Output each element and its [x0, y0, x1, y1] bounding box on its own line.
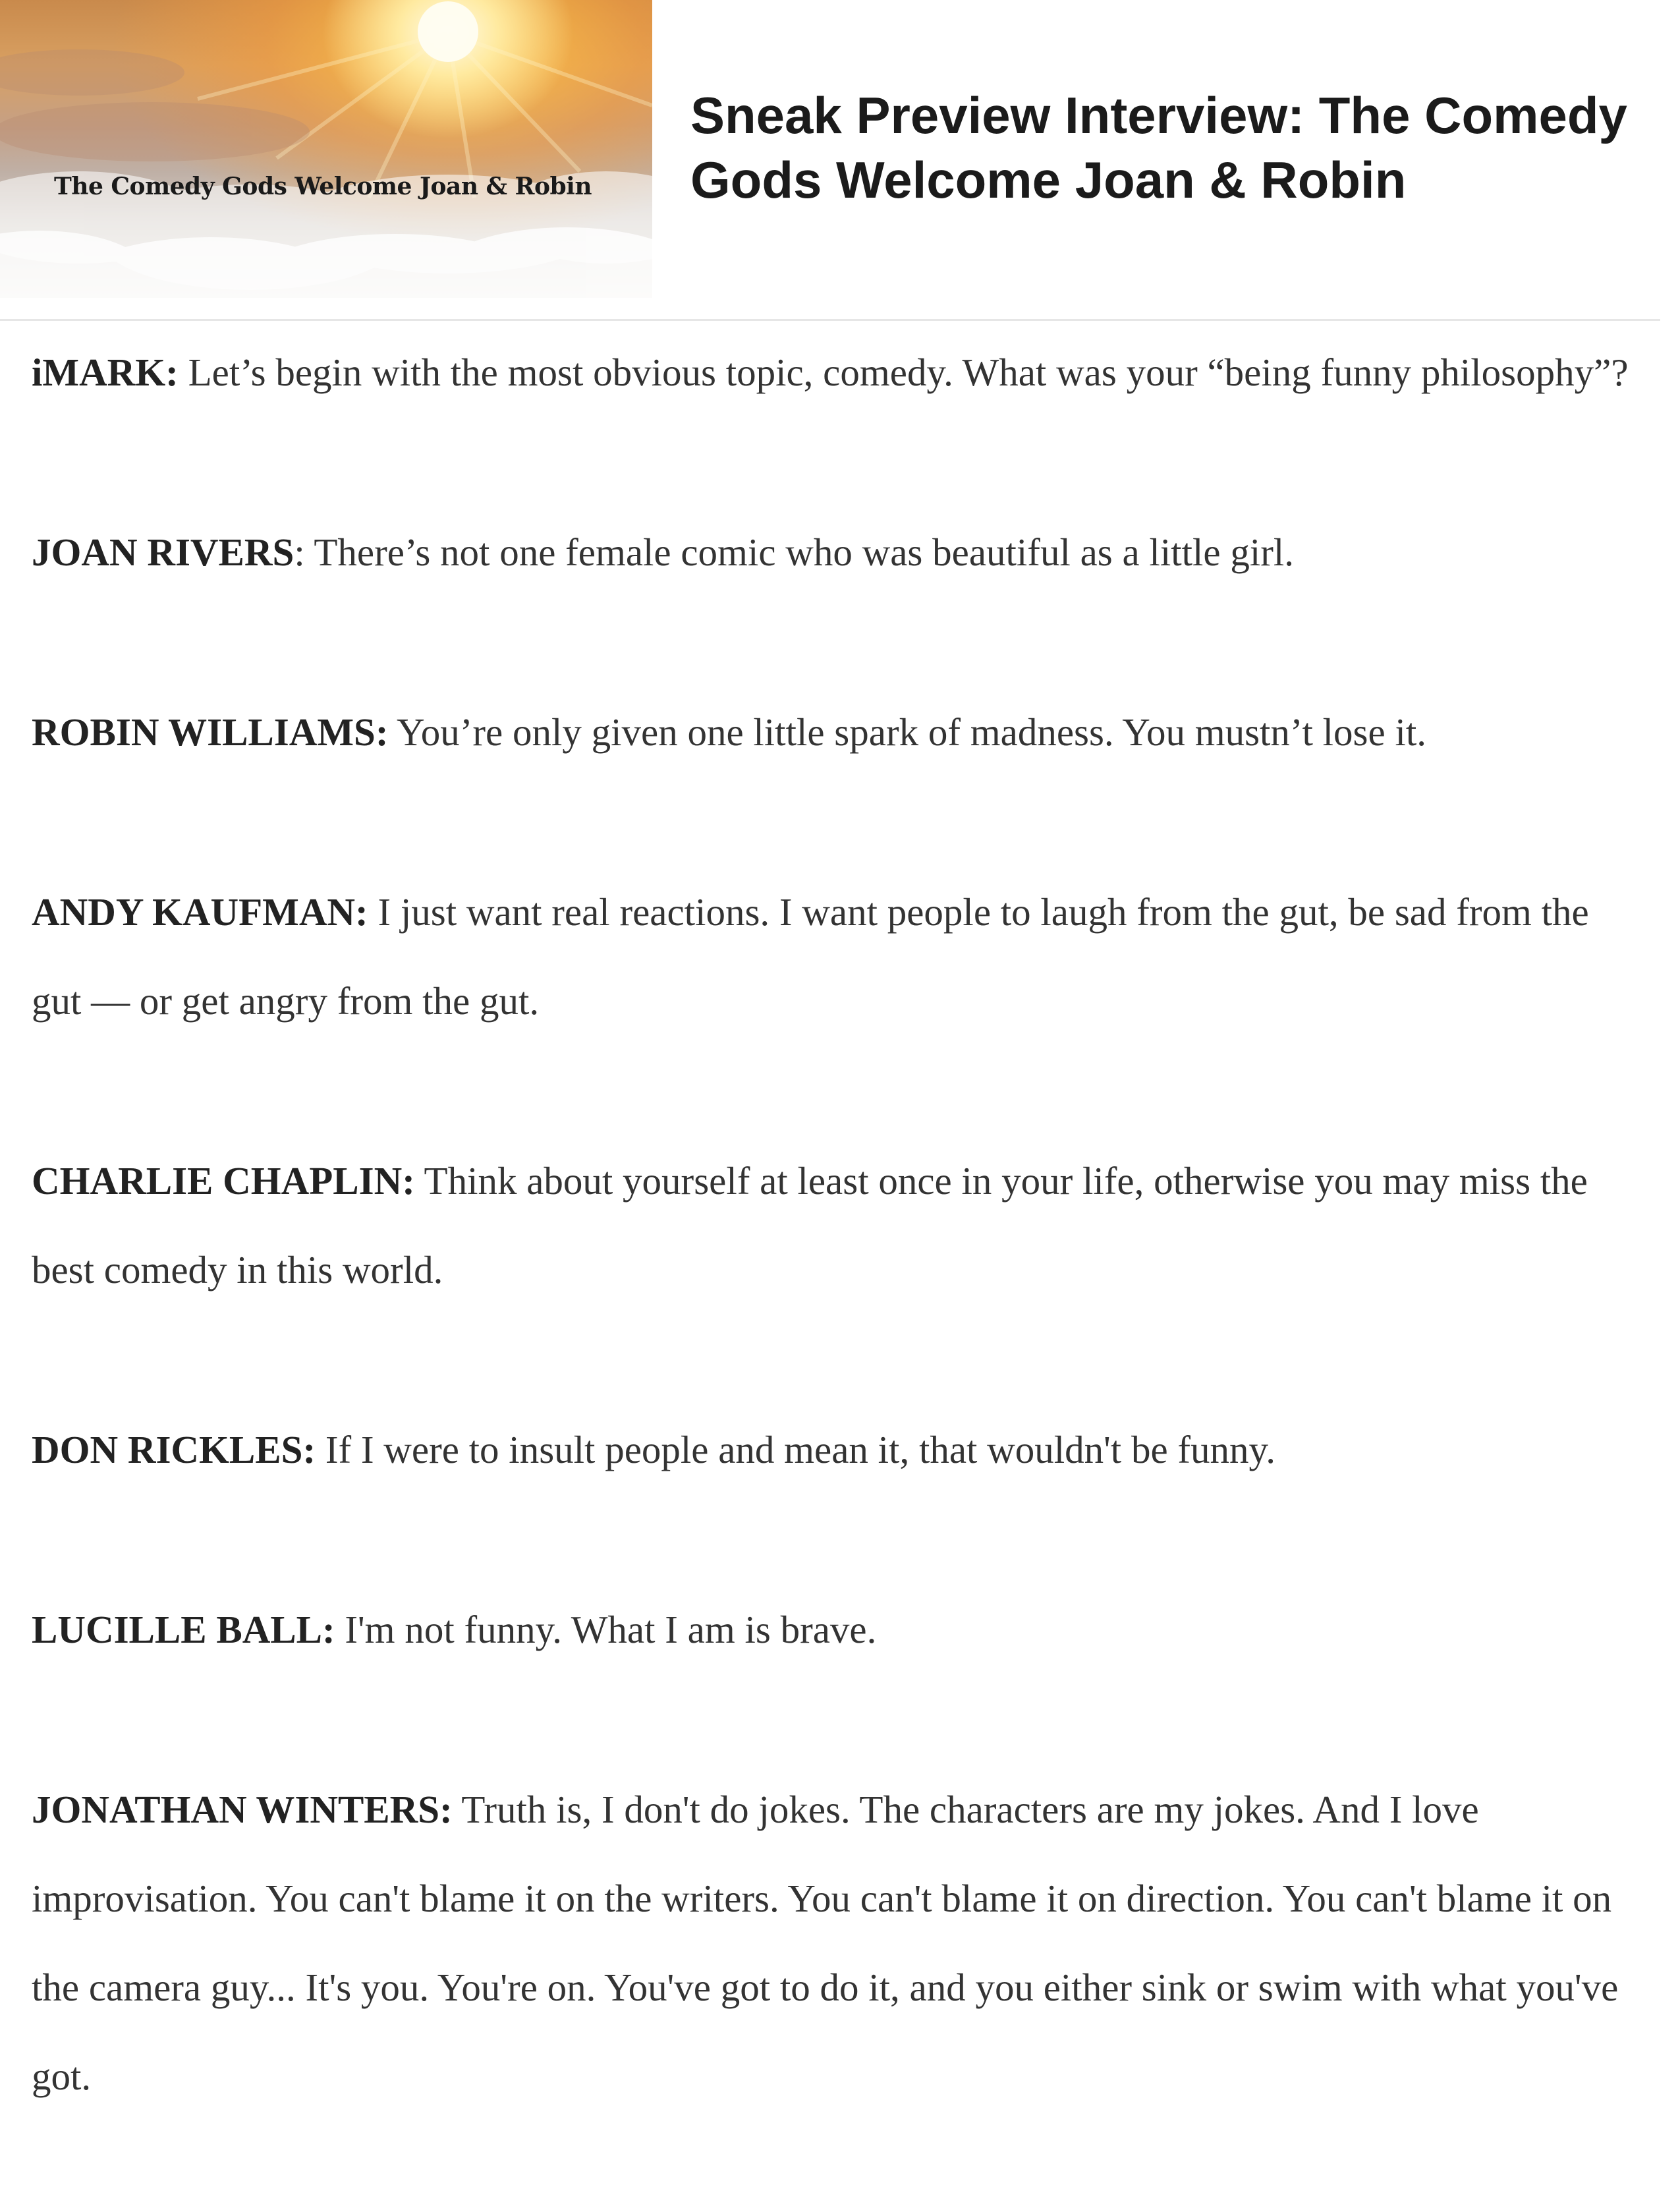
article-header [0, 0, 1660, 321]
interview-paragraph [32, 1765, 1639, 2121]
article-thumbnail[interactable] [0, 0, 652, 298]
quote-text: You’re only given one little spark of madness. You mustn’t lose it. [388, 710, 1426, 754]
quote-text: Let’s begin with the most obvious topic, comedy. What was your “being funny philosophy”? [178, 351, 1629, 394]
clouds-sunrays-illustration [0, 0, 652, 298]
speaker-name: JOAN RIVERS [32, 530, 294, 574]
interview-paragraph [32, 688, 1639, 777]
thumbnail-caption: The Comedy Gods Welcome Joan & Robin [54, 173, 592, 200]
interview-paragraph [32, 1585, 1639, 1674]
quote-text: I'm not funny. What I am is brave. [335, 1608, 877, 1651]
interview-paragraph [32, 508, 1639, 597]
quote-text: I just want real reactions. I want people to laugh from the gut, be sad from the gut — or get angry from the gut. [32, 890, 1589, 1023]
article-body [32, 328, 1639, 2212]
speaker-name: ANDY KAUFMAN: [32, 890, 368, 934]
interview-paragraph [32, 1137, 1639, 1315]
interview-paragraph [32, 868, 1639, 1046]
quote-text: Truth is, I don't do jokes. The characters are my jokes. And I love improvisation. You can't blame it on the writers. You can't blame it on direction. You can't blame it on the camera guy... It's you. You're on. You've got to do it, and you either sink or swim with what you've got. [32, 1788, 1619, 2098]
quote-text: Think about yourself at least once in your life, otherwise you may miss the best comedy in this world. [32, 1159, 1588, 1291]
interview-paragraph [32, 328, 1639, 417]
speaker-name: JONATHAN WINTERS: [32, 1788, 453, 1831]
speaker-name: DON RICKLES: [32, 1428, 316, 1471]
speaker-name: LUCILLE BALL: [32, 1608, 335, 1651]
page-title[interactable]: Sneak Preview Interview: The Comedy Gods Welcome Joan & Robin [690, 86, 1627, 209]
quote-text: If I were to insult people and mean it, that wouldn't be funny. [316, 1428, 1275, 1471]
speaker-name: CHARLIE CHAPLIN: [32, 1159, 415, 1203]
quote-text: : There’s not one female comic who was beautiful as a little girl. [294, 530, 1295, 574]
speaker-name: ROBIN WILLIAMS: [32, 710, 389, 754]
interview-paragraph [32, 1405, 1639, 1494]
speaker-name: iMARK: [32, 351, 179, 394]
